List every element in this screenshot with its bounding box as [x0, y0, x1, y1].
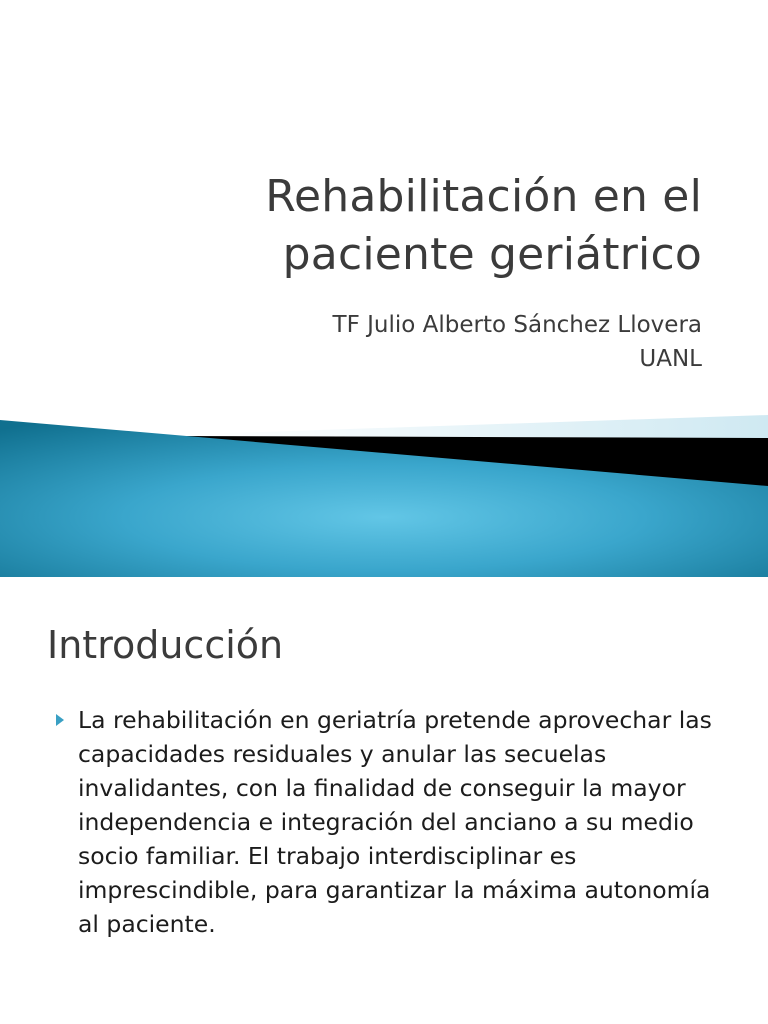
bullet-text: La rehabilitación en geriatría pretende aprovechar las capacidades residuales y anular las secuelas invalidantes, con la finalidad de conseguir la mayor independencia e integración del anciano a su medio socio familiar. El trabajo interdisciplinar es imprescindible, para garantizar la máxima autonomía al paciente.: [78, 706, 712, 938]
decorative-banner: [0, 412, 768, 577]
slide-title: Rehabilitación en el paciente geriátrico: [265, 171, 702, 280]
presenter-name: TF Julio Alberto Sánchez Llovera: [332, 312, 702, 338]
triangle-right-icon: [56, 714, 64, 726]
institution-name: UANL: [639, 346, 702, 372]
list-item: [54, 703, 734, 941]
banner-pale-band: [200, 415, 768, 440]
section-heading: Introducción: [47, 623, 284, 667]
bullet-list: [54, 703, 734, 941]
introduction-slide: [0, 577, 768, 1024]
slide-subtitle: [62, 308, 702, 376]
